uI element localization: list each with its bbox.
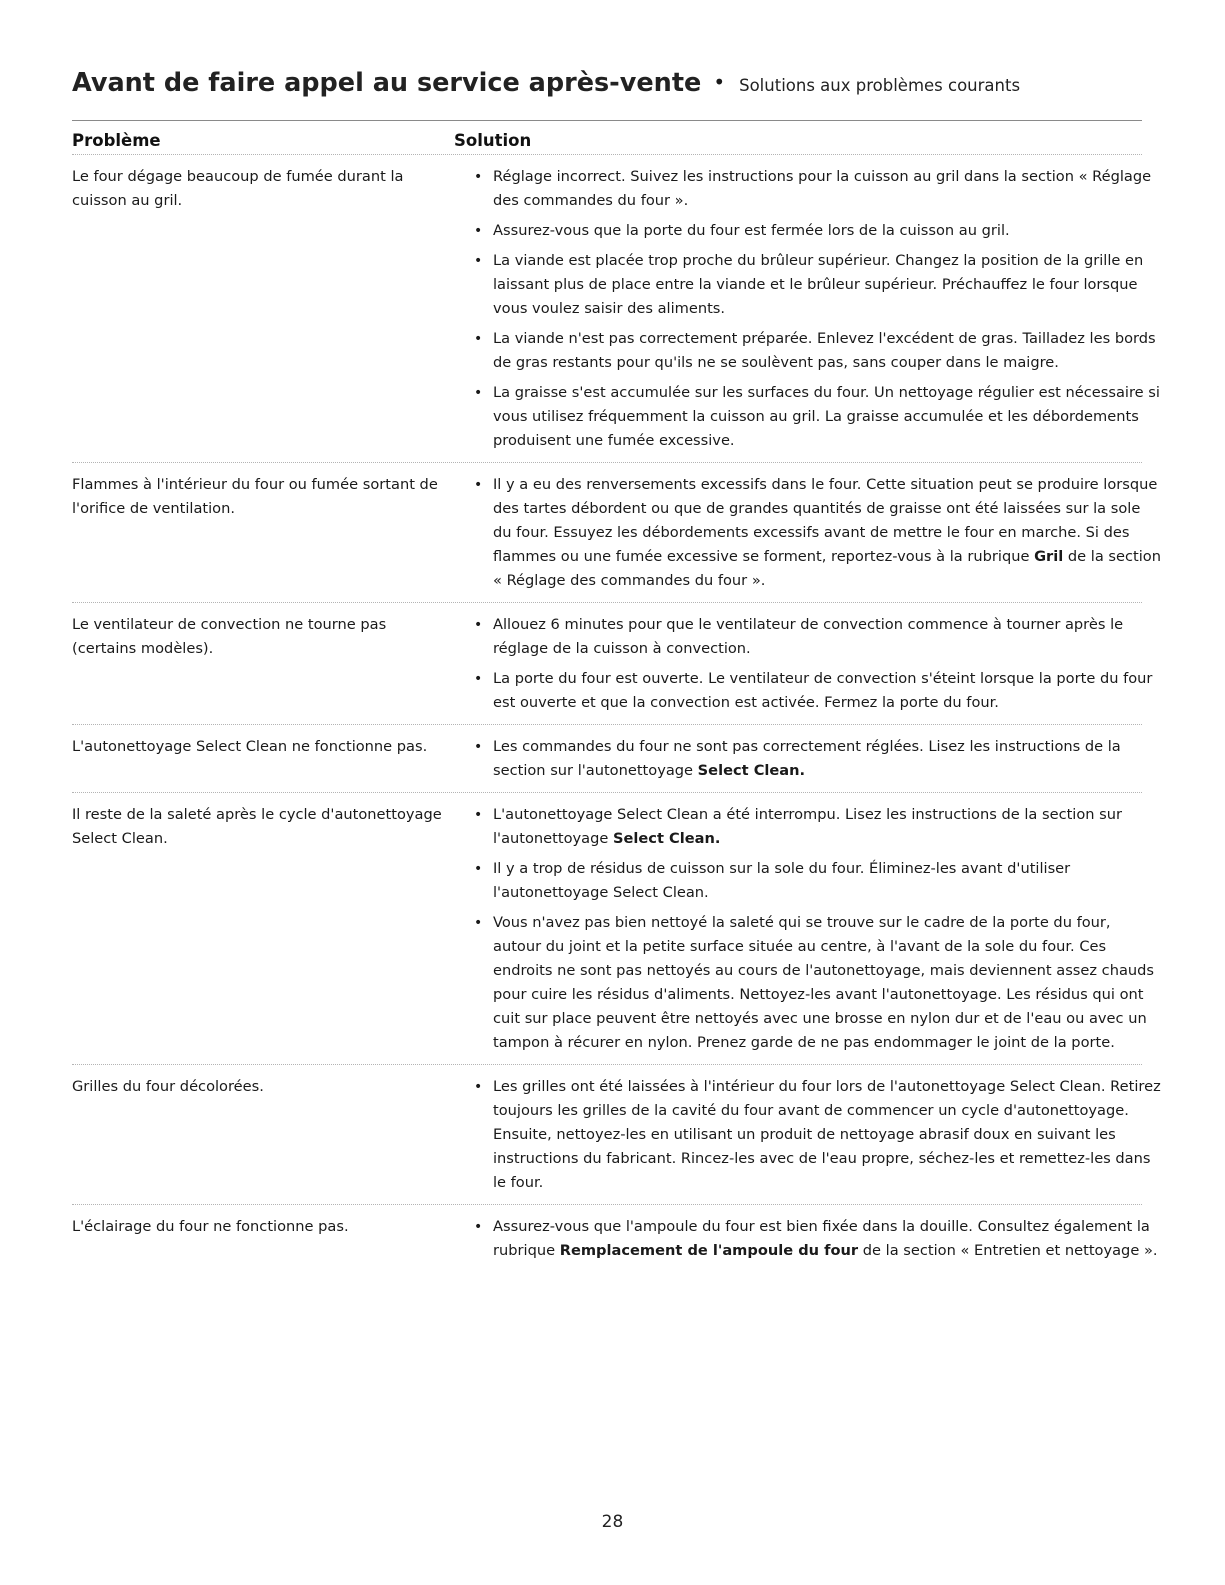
title-separator: • [713,70,726,94]
solution-column-header: Solution [454,131,532,150]
solution-list [474,165,1162,453]
page-title: Avant de faire appel au service après-vente [72,68,702,98]
solution-item [474,667,1162,715]
solution-emphasis: Select Clean. [612,830,721,847]
bullet-icon: • [474,1219,483,1235]
solution-list [474,735,1162,783]
table-row [72,603,1153,725]
solution-text: L'autonettoyage Select Clean a été interrompu. Lisez les instructions de la section sur l'autonettoyage [493,806,1123,847]
troubleshooting-table [72,155,1161,1272]
table-row [72,1205,1158,1272]
bullet-icon: • [474,915,483,931]
solution-text: Les grilles ont été laissées à l'intérieur du four lors de l'autonettoyage Select Clean. Retirez toujours les grilles de la cavité du four avant de commencer un cycle d'autonettoyage. Ensuite, nettoyez-les en utilisant un produit de nettoyage abrasif doux en suivant les instructions du fabricant. Rincez-les avec de l'eau propre, séchez-les et remettez-les dans le four. [493,1078,1161,1191]
solution-text: La viande est placée trop proche du brûleur supérieur. Changez la position de la grille en laissant plus de place entre la viande et le brûleur supérieur. Préchauffez le four lorsque vous voulez saisir des aliments. [493,252,1144,317]
solution-item [474,1075,1162,1195]
table-row [72,463,1161,603]
bullet-icon: • [474,223,483,239]
problem-text: Le ventilateur de convection ne tourne pas (certains modèles). [72,616,387,657]
bullet-icon: • [474,671,483,687]
problem-text: L'autonettoyage Select Clean ne fonctionne pas. [72,738,428,755]
page-subtitle: Solutions aux problèmes courants [739,76,1021,95]
problem-text: Le four dégage beaucoup de fumée durant la cuisson au gril. [72,168,404,209]
solution-item [474,473,1162,593]
bullet-icon: • [474,807,483,823]
solution-text: La porte du four est ouverte. Le ventilateur de convection s'éteint lorsque la porte du four est ouverte et que la convection est activée. Fermez la porte du four. [493,670,1153,711]
solution-item [474,1215,1162,1263]
solution-list [474,473,1162,593]
solution-item [474,219,1162,243]
bullet-icon: • [474,617,483,633]
solution-list [474,1075,1162,1195]
bullet-icon: • [474,861,483,877]
solution-item [474,857,1162,905]
page [72,68,1161,1272]
solution-text: Réglage incorrect. Suivez les instructions pour la cuisson au gril dans la section « Réglage des commandes du four ». [493,168,1152,209]
solution-text: La graisse s'est accumulée sur les surfaces du four. Un nettoyage régulier est nécessaire si vous utilisez fréquemment la cuisson au gril. La graisse accumulée et les débordements produisent une fumée excessive. [493,384,1160,449]
problem-text: Grilles du four décolorées. [72,1078,264,1095]
solution-text: Les commandes du four ne sont pas correctement réglées. Lisez les instructions de la section sur l'autonettoyage [493,738,1121,779]
bullet-icon: • [474,1079,483,1095]
table-header [72,121,1142,155]
bullet-icon: • [474,169,483,185]
solution-text: Il y a trop de résidus de cuisson sur la sole du four. Éliminez-les avant d'utiliser l'autonettoyage Select Clean. [493,860,1071,901]
solution-item [474,803,1162,851]
solution-item [474,911,1162,1055]
table-row [72,155,1160,463]
bullet-icon: • [474,331,483,347]
solution-emphasis: Select Clean. [697,762,806,779]
problem-text: Flammes à l'intérieur du four ou fumée sortant de l'orifice de ventilation. [72,476,438,517]
solution-emphasis: Gril [1034,548,1064,565]
bullet-icon: • [474,253,483,269]
solution-text: Il y a eu des renversements excessifs dans le four. Cette situation peut se produire lorsque des tartes débordent ou que de grandes quantités de graisse ont été laissées sur la sole du four. Essuyez les débordements excessifs avant de mettre le four en marche. Si des flammes ou une fumée excessive se forment, reportez-vous à la rubrique [493,476,1158,565]
problem-column-header: Problème [72,131,161,150]
solution-item [474,381,1162,453]
solution-item [474,327,1162,375]
table-row [72,725,1142,793]
solution-item [474,249,1162,321]
solution-text: Assurez-vous que la porte du four est fermée lors de la cuisson au gril. [493,222,1010,239]
page-number: 28 [601,1512,624,1532]
solution-emphasis: Remplacement de l'ampoule du four [559,1242,859,1259]
solution-list [474,803,1162,1055]
page-header [72,68,1142,98]
solution-text: Assurez-vous que l'ampoule du four est bien fixée dans la douille. Consultez également la rubrique [493,1218,1150,1259]
solution-item [474,613,1162,661]
solution-text: de la section « Réglage des commandes du four ». [493,548,1161,589]
solution-list [474,613,1162,715]
solution-text: La viande n'est pas correctement préparée. Enlevez l'excédent de gras. Tailladez les bords de gras restants pour qu'ils ne se soulèvent pas, sans couper dans le maigre. [493,330,1156,371]
solution-text: Allouez 6 minutes pour que le ventilateur de convection commence à tourner après le réglage de la cuisson à convection. [493,616,1124,657]
solution-item [474,735,1162,783]
solution-text: de la section « Entretien et nettoyage ». [858,1242,1158,1259]
table-row [72,793,1155,1065]
solution-list [474,1215,1162,1263]
solution-item [474,165,1162,213]
bullet-icon: • [474,477,483,493]
solution-text: Vous n'avez pas bien nettoyé la saleté qui se trouve sur le cadre de la porte du four, autour du joint et la petite surface située au centre, à l'avant de la sole du four. Ces endroits ne sont pas nettoyés au cours de l'autonettoyage, mais deviennent assez chauds pour cuire les résidus d'aliments. Nettoyez-les avant l'autonettoyage. Les résidus qui ont cuit sur place peuvent être nettoyés avec une brosse en nylon dur et de l'eau ou avec un tampon à récurer en nylon. Prenez garde de ne pas endommager le joint de la porte. [493,914,1155,1051]
bullet-icon: • [474,385,483,401]
problem-text: Il reste de la saleté après le cycle d'autonettoyage Select Clean. [72,806,442,847]
table-row [72,1065,1161,1205]
problem-text: L'éclairage du four ne fonctionne pas. [72,1218,349,1235]
bullet-icon: • [474,739,483,755]
